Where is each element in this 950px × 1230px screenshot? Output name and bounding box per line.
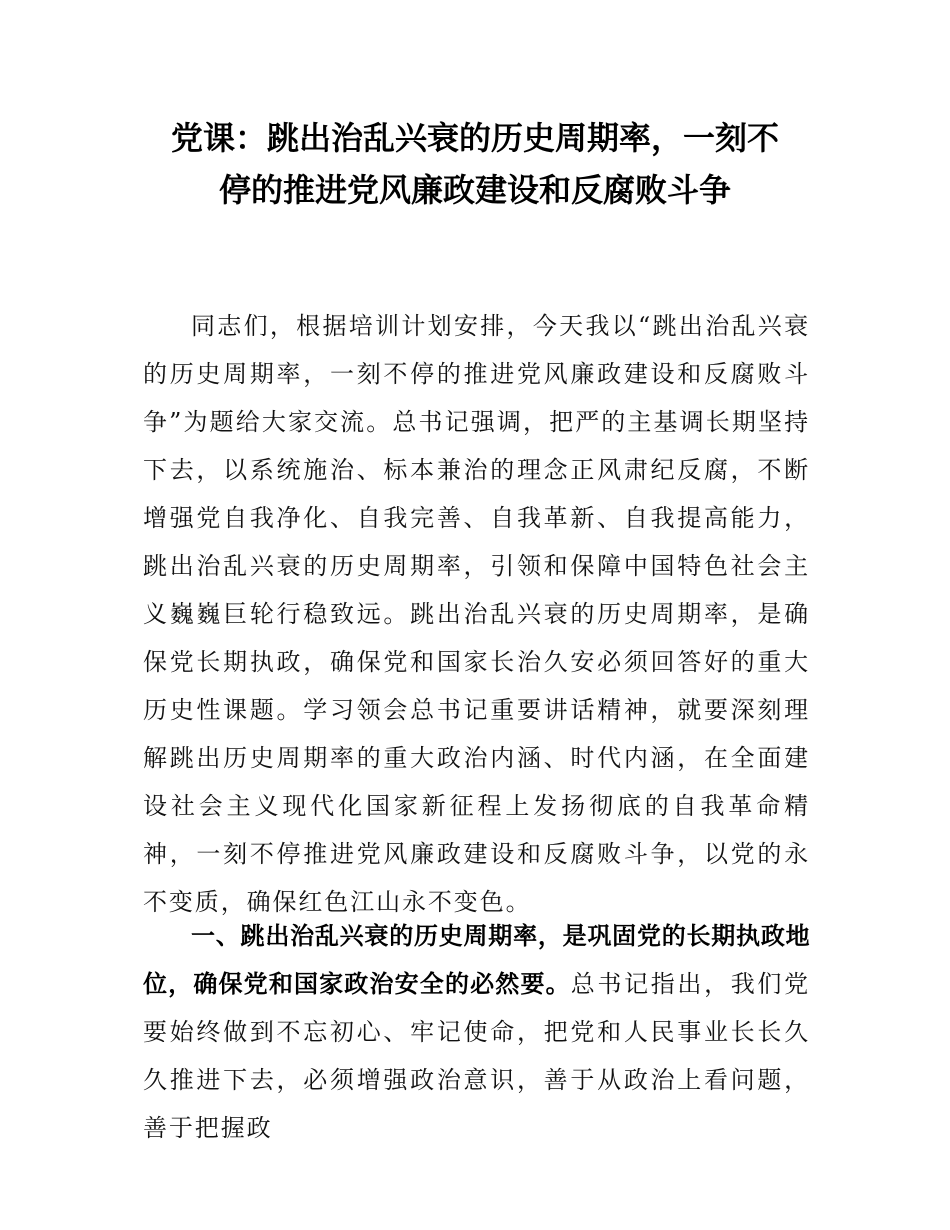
section-1-paragraph (143, 912, 810, 1152)
title-line-2: 停的推进党风廉政建设和反腐败斗争 (218, 171, 731, 209)
intro-paragraph: 同志们，根据培训计划安排，今天我以“跳出治乱兴衰的历史周期率，一刻不停的推进党风廉政建设和反腐败斗争”为题给大家交流。总书记强调，把严的主基调长期坚持下去，以系统施治、标本兼治的理念正风肃纪反腐，不断增强党自我净化、自我完善、自我革新、自我提高能力，跳出治乱兴衰的历史周期率，引领和保障中国特色社会主义巍巍巨轮行稳致远。跳出治乱兴衰的历史周期率，是确保党长期执政，确保党和国家长治久安必须回答好的重大历史性课题。学习领会总书记重要讲话精神，就要深刻理解跳出历史周期率的重大政治内涵、时代内涵，在全面建设社会主义现代化国家新征程上发扬彻底的自我革命精神，一刻不停推进党风廉政建设和反腐败斗争，以党的永不变质，确保红色江山永不变色。 (143, 312, 810, 916)
document-title (130, 112, 820, 216)
section-1-heading: 一、跳出治乱兴衰的历史周期率，是巩固党的长期执政地位，确保党和国家政治安全的必然要。 (143, 922, 810, 998)
title-line-1: 党课：跳出治乱兴衰的历史周期率，一刻不 (170, 119, 779, 157)
section-1-text: 总书记指出，我们党要始终做到不忘初心、牢记使命，把党和人民事业长长久久推进下去，必须增强政治意识，善于从政治上看问题，善于把握政 (143, 970, 810, 1142)
